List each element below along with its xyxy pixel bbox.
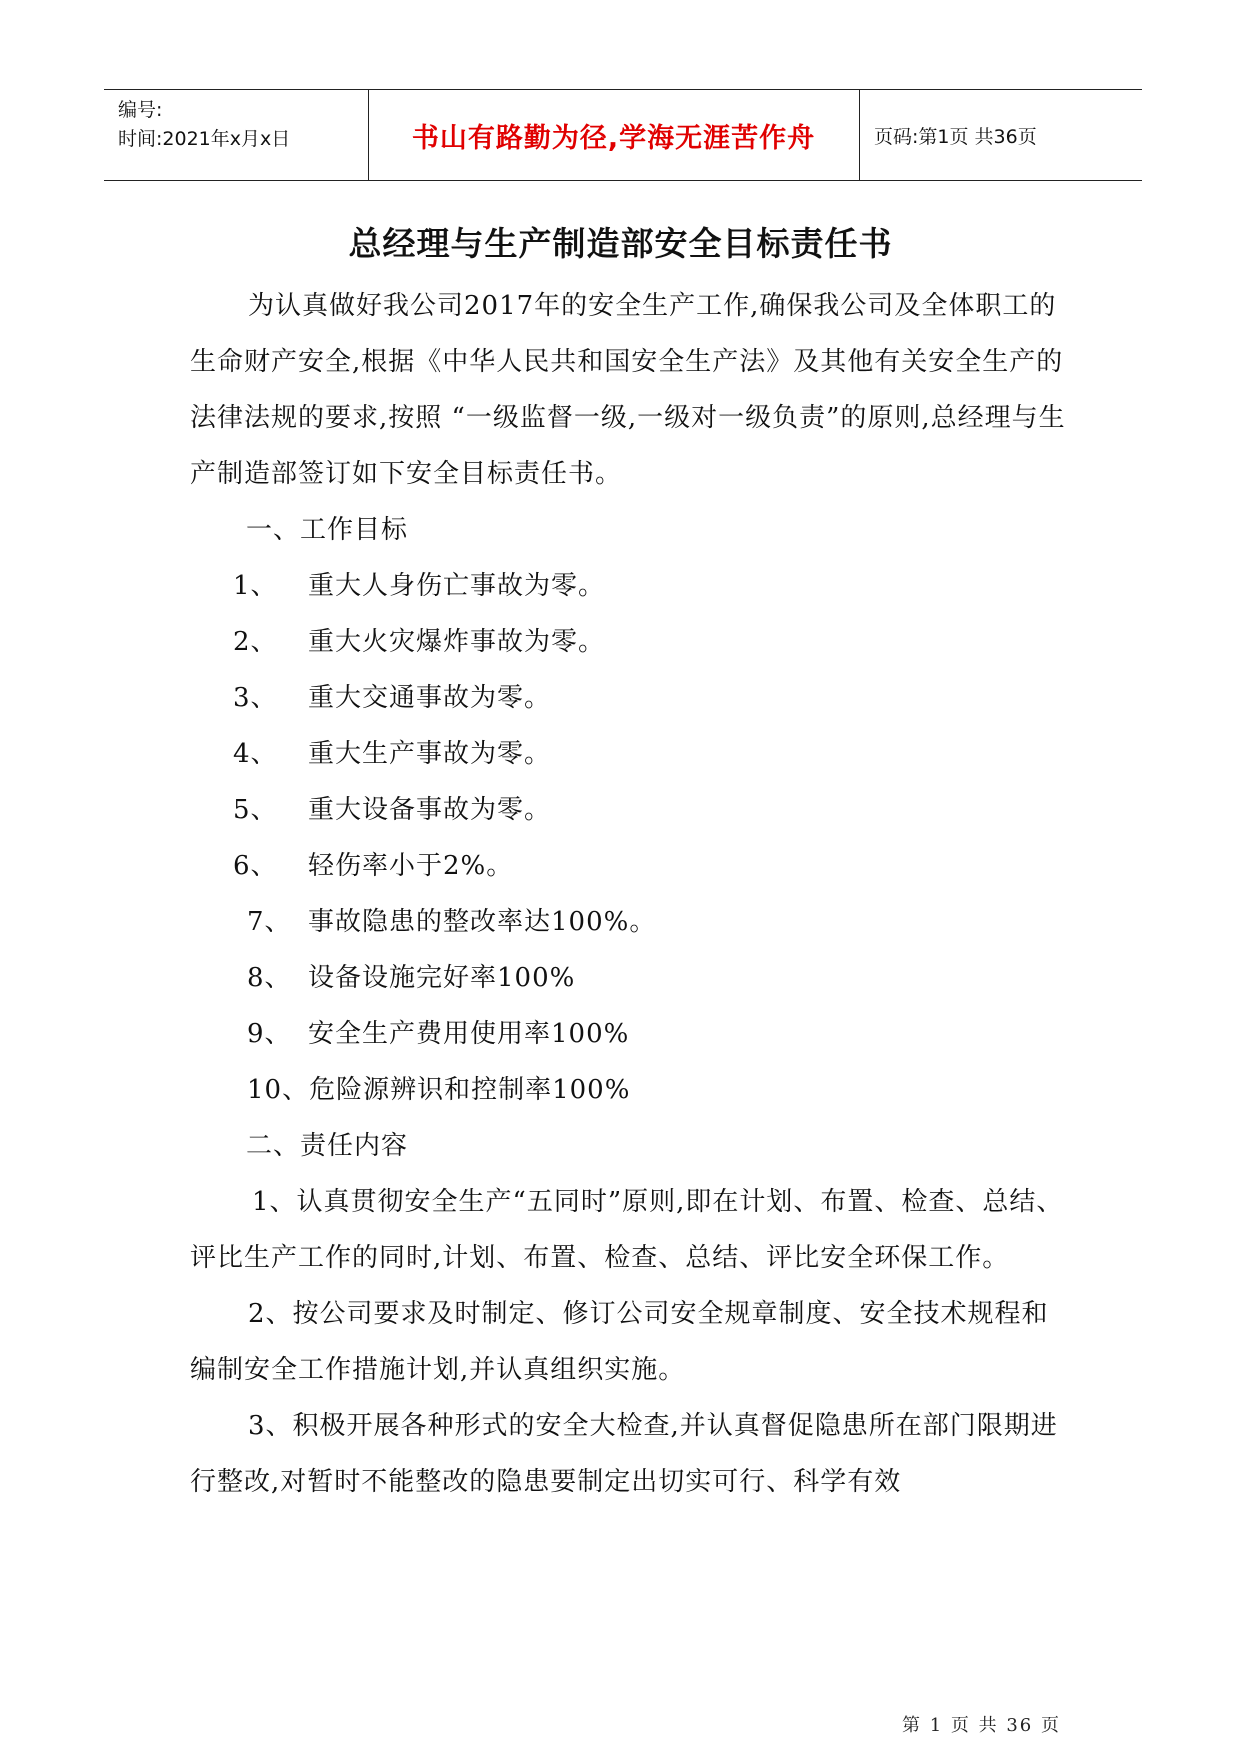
goal-text: 安全生产费用使用率100% (308, 1019, 630, 1049)
goal-number: 1、 (233, 571, 278, 601)
goal-item (190, 726, 1070, 782)
goal-item (190, 558, 1070, 614)
goal-text: 重大生产事故为零。 (308, 739, 552, 769)
goal-number: 10、 (247, 1075, 310, 1105)
goal-item (190, 614, 1070, 670)
goal-number: 5、 (233, 795, 278, 825)
goal-text: 危险源辨识和控制率100% (309, 1075, 631, 1105)
goal-number: 7、 (247, 907, 292, 937)
document-body (190, 278, 1070, 1510)
goal-item (190, 670, 1070, 726)
header-divider (859, 90, 860, 180)
document-title: 总经理与生产制造部安全目标责任书 (348, 224, 893, 263)
goal-item (190, 950, 1070, 1006)
goal-text: 重大人身伤亡事故为零。 (308, 571, 606, 601)
time-label: 时间:2021年x月x日 (118, 128, 291, 150)
goal-text: 重大交通事故为零。 (308, 683, 552, 713)
responsibility-paragraph: 1、认真贯彻安全生产“五同时”原则,即在计划、布置、检查、总结、评比生产工作的同时,计划、布置、检查、总结、评比安全环保工作。 (190, 1187, 1064, 1273)
goal-text: 重大设备事故为零。 (308, 795, 552, 825)
responsibility-paragraph: 3、积极开展各种形式的安全大检查,并认真督促隐患所在部门限期进行整改,对暂时不能整改的隐患要制定出切实可行、科学有效 (190, 1411, 1058, 1497)
number-label: 编号: (118, 99, 163, 121)
goal-text: 重大火灾爆炸事故为零。 (308, 627, 606, 657)
goal-text: 设备设施完好率100% (308, 963, 576, 993)
section-heading-goals: 一、工作目标 (246, 515, 409, 545)
goal-text: 轻伤率小于2%。 (308, 851, 514, 881)
goal-number: 2、 (233, 627, 278, 657)
goal-number: 8、 (247, 963, 292, 993)
header-meta (118, 96, 290, 154)
header-motto: 书山有路勤为径,学海无涯苦作舟 (411, 122, 816, 154)
intro-paragraph: 为认真做好我公司2017年的安全生产工作,确保我公司及全体职工的生命财产安全,根据《中华人民共和国安全生产法》及其他有关安全生产的法律法规的要求,按照 “一级监督一级,一级对一级负责”的原则,总经理与生产制造部签订如下安全目标责任书。 (190, 291, 1066, 489)
document-header (104, 89, 1142, 181)
goal-text: 事故隐患的整改率达100%。 (308, 907, 657, 937)
goal-item (190, 894, 1070, 950)
goal-item (190, 838, 1070, 894)
goal-number: 4、 (233, 739, 278, 769)
page-footer: 第 1 页 共 36 页 (902, 1715, 1061, 1736)
section-heading-responsibilities: 二、责任内容 (246, 1131, 409, 1161)
goal-number: 3、 (233, 683, 278, 713)
goal-number: 6、 (233, 851, 278, 881)
goal-item (190, 1062, 1070, 1118)
goal-item (190, 782, 1070, 838)
header-page-info: 页码:第1页 共36页 (874, 125, 1037, 148)
goal-item (190, 1006, 1070, 1062)
responsibility-paragraph: 2、按公司要求及时制定、修订公司安全规章制度、安全技术规程和编制安全工作措施计划,并认真组织实施。 (190, 1299, 1049, 1385)
goal-number: 9、 (247, 1019, 292, 1049)
